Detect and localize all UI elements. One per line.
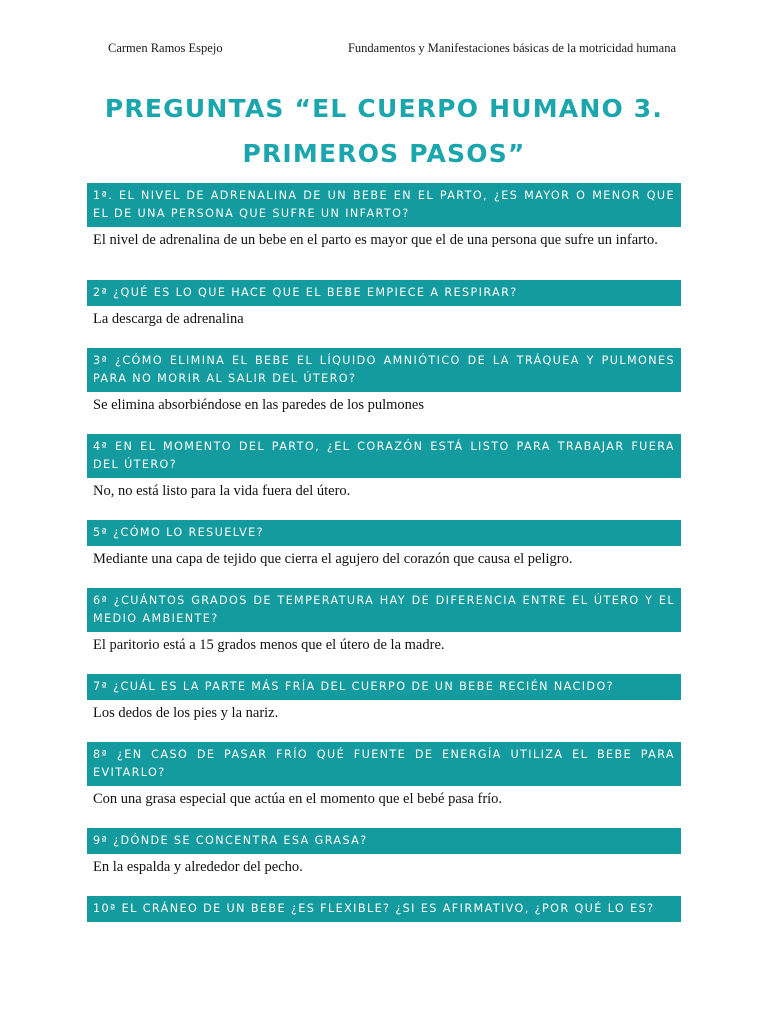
qa-item-6: [87, 588, 681, 674]
qa-item-9: [87, 828, 681, 896]
qa-item-7: [87, 674, 681, 742]
answer-7: Los dedos de los pies y la nariz.: [93, 705, 279, 721]
question-9: 9ª ¿DÓNDE SE CONCENTRA ESA GRASA?: [87, 828, 681, 854]
answer-6: El paritorio está a 15 grados menos que el útero de la madre.: [93, 637, 445, 653]
question-8: 8ª ¿EN CASO DE PASAR FRÍO QUÉ FUENTE DE ENERGÍA UTILIZA EL BEBE PARA EVITARLO?: [87, 742, 681, 786]
answer-2: La descarga de adrenalina: [93, 311, 244, 327]
qa-item-1: [87, 183, 681, 280]
question-4: 4ª EN EL MOMENTO DEL PARTO, ¿EL CORAZÓN ESTÁ LISTO PARA TRABAJAR FUERA DEL ÚTERO?: [87, 434, 681, 478]
answer-3: Se elimina absorbiéndose en las paredes de los pulmones: [93, 397, 425, 413]
question-2: 2ª ¿QUÉ ES LO QUE HACE QUE EL BEBE EMPIECE A RESPIRAR?: [87, 280, 681, 306]
answer-4: No, no está listo para la vida fuera del útero.: [93, 483, 351, 499]
qa-item-2: [87, 280, 681, 348]
question-6: 6ª ¿CUÁNTOS GRADOS DE TEMPERATURA HAY DE DIFERENCIA ENTRE EL ÚTERO Y EL MEDIO AMBIENTE?: [87, 588, 681, 632]
header-course: Fundamentos y Manifestaciones básicas de la motricidad humana: [347, 41, 676, 55]
question-5: 5ª ¿CÓMO LO RESUELVE?: [87, 520, 681, 546]
answer-8: Con una grasa especial que actúa en el momento que el bebé pasa frío.: [93, 791, 503, 807]
question-3: 3ª ¿CÓMO ELIMINA EL BEBE EL LÍQUIDO AMNIÓTICO DE LA TRÁQUEA Y PULMONES PARA NO MORIR AL SALIR DEL ÚTERO?: [87, 348, 681, 392]
question-10: 10ª EL CRÁNEO DE UN BEBE ¿ES FLEXIBLE? ¿SI ES AFIRMATIVO, ¿POR QUÉ LO ES?: [87, 896, 681, 922]
question-7: 7ª ¿CUÁL ES LA PARTE MÁS FRÍA DEL CUERPO DE UN BEBE RECIÉN NACIDO?: [87, 674, 681, 700]
page-title: PREGUNTAS “EL CUERPO HUMANO 3. PRIMEROS PASOS”: [104, 94, 664, 168]
qa-item-10: [87, 896, 681, 922]
answer-9: En la espalda y alrededor del pecho.: [93, 859, 303, 875]
page-header: [108, 41, 676, 56]
question-1: 1ª. EL NIVEL DE ADRENALINA DE UN BEBE EN EL PARTO, ¿ES MAYOR O MENOR QUE EL DE UNA PERSONA QUE SUFRE UN INFARTO?: [87, 183, 681, 227]
qa-item-3: [87, 348, 681, 434]
answer-1: El nivel de adrenalina de un bebe en el parto es mayor que el de una persona que sufre un infarto.: [93, 232, 658, 248]
qa-list: [87, 183, 681, 922]
header-author: Carmen Ramos Espejo: [108, 41, 223, 55]
qa-item-8: [87, 742, 681, 828]
qa-item-5: [87, 520, 681, 588]
qa-item-4: [87, 434, 681, 520]
answer-5: Mediante una capa de tejido que cierra el agujero del corazón que causa el peligro.: [93, 551, 573, 567]
